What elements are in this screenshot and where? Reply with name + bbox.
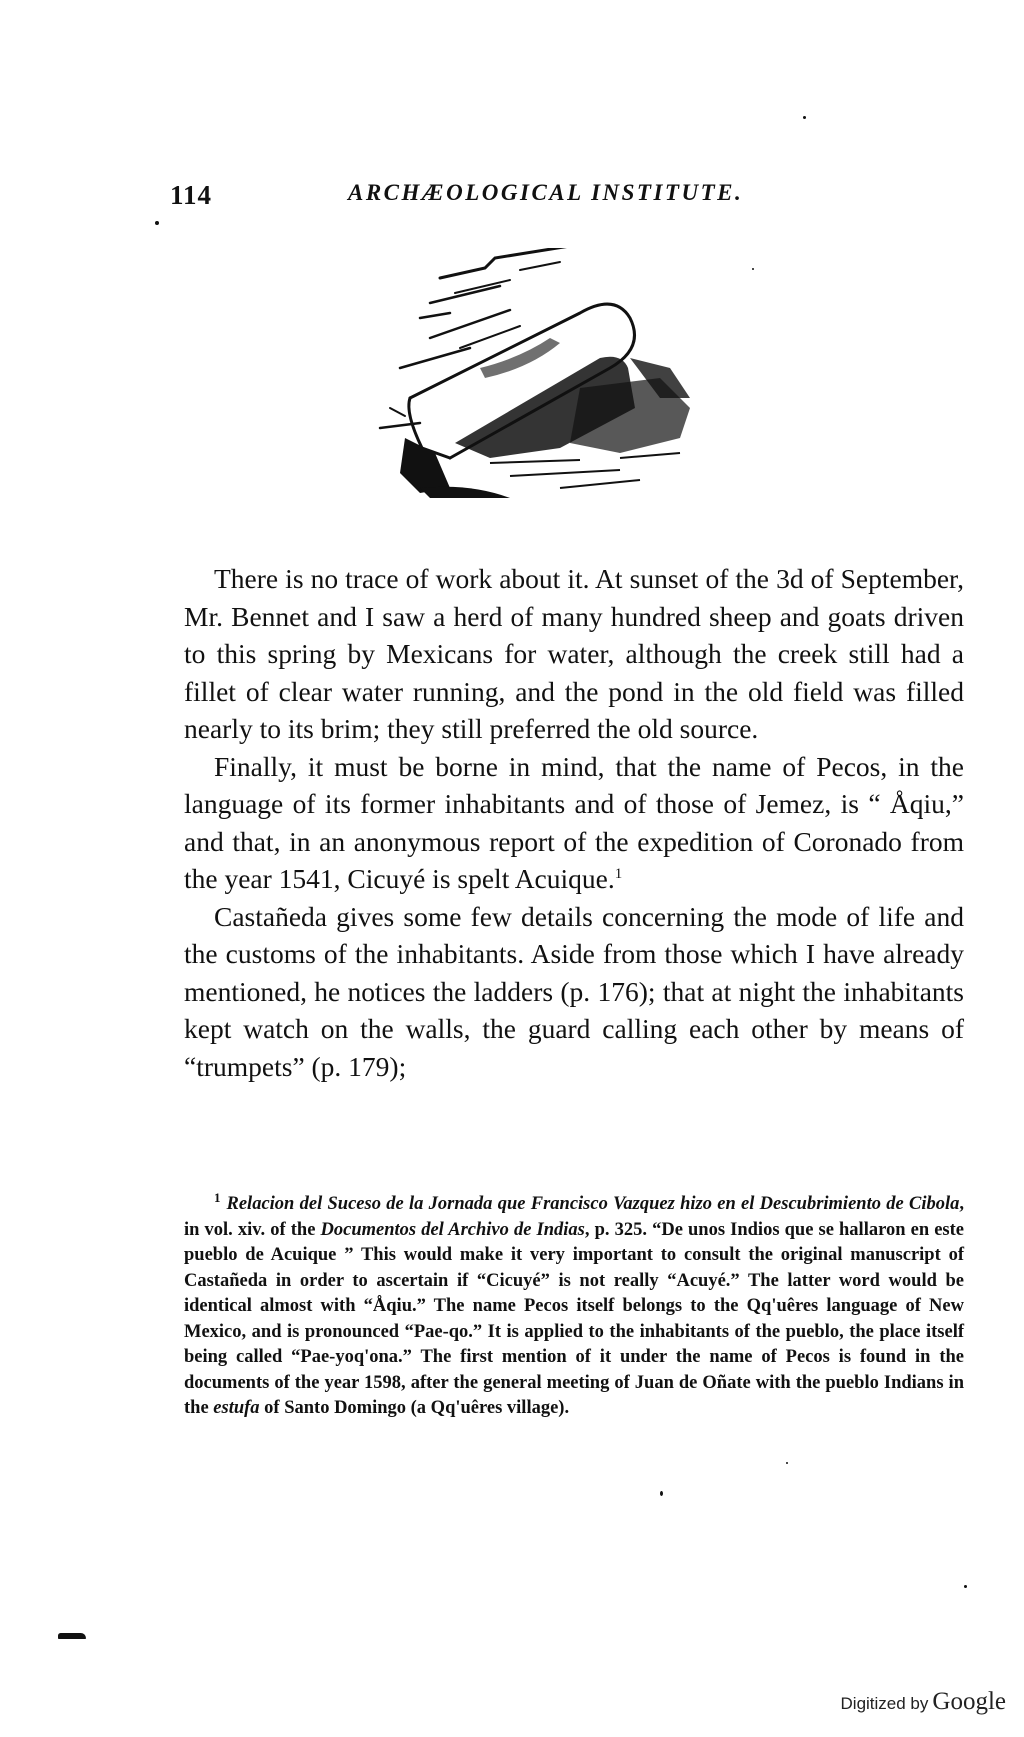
page-number: 114 <box>170 180 213 210</box>
watermark-brand: Google <box>932 1688 1006 1715</box>
rock-spring-illustration-icon <box>360 248 710 498</box>
footnote-text-3: of Santo Domingo (a Qq'uêres village). <box>259 1398 570 1418</box>
scan-speck <box>660 1491 663 1496</box>
scan-edge-mark <box>58 1633 86 1639</box>
footnote-title: Relacion del Suceso de la Jornada que Francisco Vazquez hizo en el Descubrimiento de Cibola <box>226 1194 960 1214</box>
running-title: ARCHÆOLOGICAL INSTITUTE. <box>348 180 744 205</box>
footnote-term: estufa <box>213 1398 260 1418</box>
paragraph-2 <box>184 748 964 898</box>
watermark-prefix: Digitized by <box>840 1694 929 1713</box>
footnote <box>184 1189 964 1422</box>
footnote-mark: 1 <box>214 1189 221 1205</box>
footnote-source: Documentos del Archivo de Indias <box>320 1219 585 1240</box>
paragraph-1: There is no trace of work about it. At sunset of the 3d of September, Mr. Bennet and I saw a herd of many hundred sheep and goats driven to this spring by Mexicans for water, although the creek still had a fillet of clear water running, and the pond in the old field was filled nearly to its brim; they still preferred the old source. <box>184 563 964 744</box>
scan-speck <box>752 268 754 270</box>
scan-speck <box>964 1585 967 1588</box>
footnote-text-1: , in vol. xiv. of the <box>184 1194 964 1240</box>
footnote-reference[interactable]: 1 <box>614 865 623 882</box>
scan-speck <box>803 116 806 119</box>
paragraph-2-text: Finally, it must be borne in mind, that the name of Pecos, in the language of its former inhabitants and of those of Jemez, is “ Åqiu,” and that, in an anonymous report of the expedition of Coronado from the year 1541, Cicuyé is spelt Acuique. <box>184 750 964 894</box>
running-head <box>170 180 790 214</box>
footnote-text-2: , p. 325. “De unos Indios que se hallaron en este pueblo de Acuique ” This would make it very important to consult the original manuscript of Castañeda in order to ascertain if “Cicuyé” is not really “Acuyé.” The latter word would be identical almost with “Åqiu.” The name Pecos itself belongs to the Qq'uêres language of New Mexico, and is pronounced “Pae-qo.” It is applied to the inhabitants of the pueblo, the place itself being called “Pae-yoq'ona.” The first mention of it under the name of Pecos is found in the documents of the year 1598, after the general meeting of Juan de Oñate with the pueblo Indians in the <box>184 1219 964 1418</box>
scan-speck <box>786 1462 788 1464</box>
digitized-by-watermark <box>841 1688 1006 1716</box>
body-text <box>184 560 964 1085</box>
paragraph-3: Castañeda gives some few details concerning the mode of life and the customs of the inhabitants. Aside from those which I have already mentioned, he notices the ladders (p. 176); that at night the inhabitants kept watch on the walls, the guard calling each other by means of “trumpets” (p. 179); <box>184 900 964 1082</box>
scan-speck <box>155 221 159 225</box>
